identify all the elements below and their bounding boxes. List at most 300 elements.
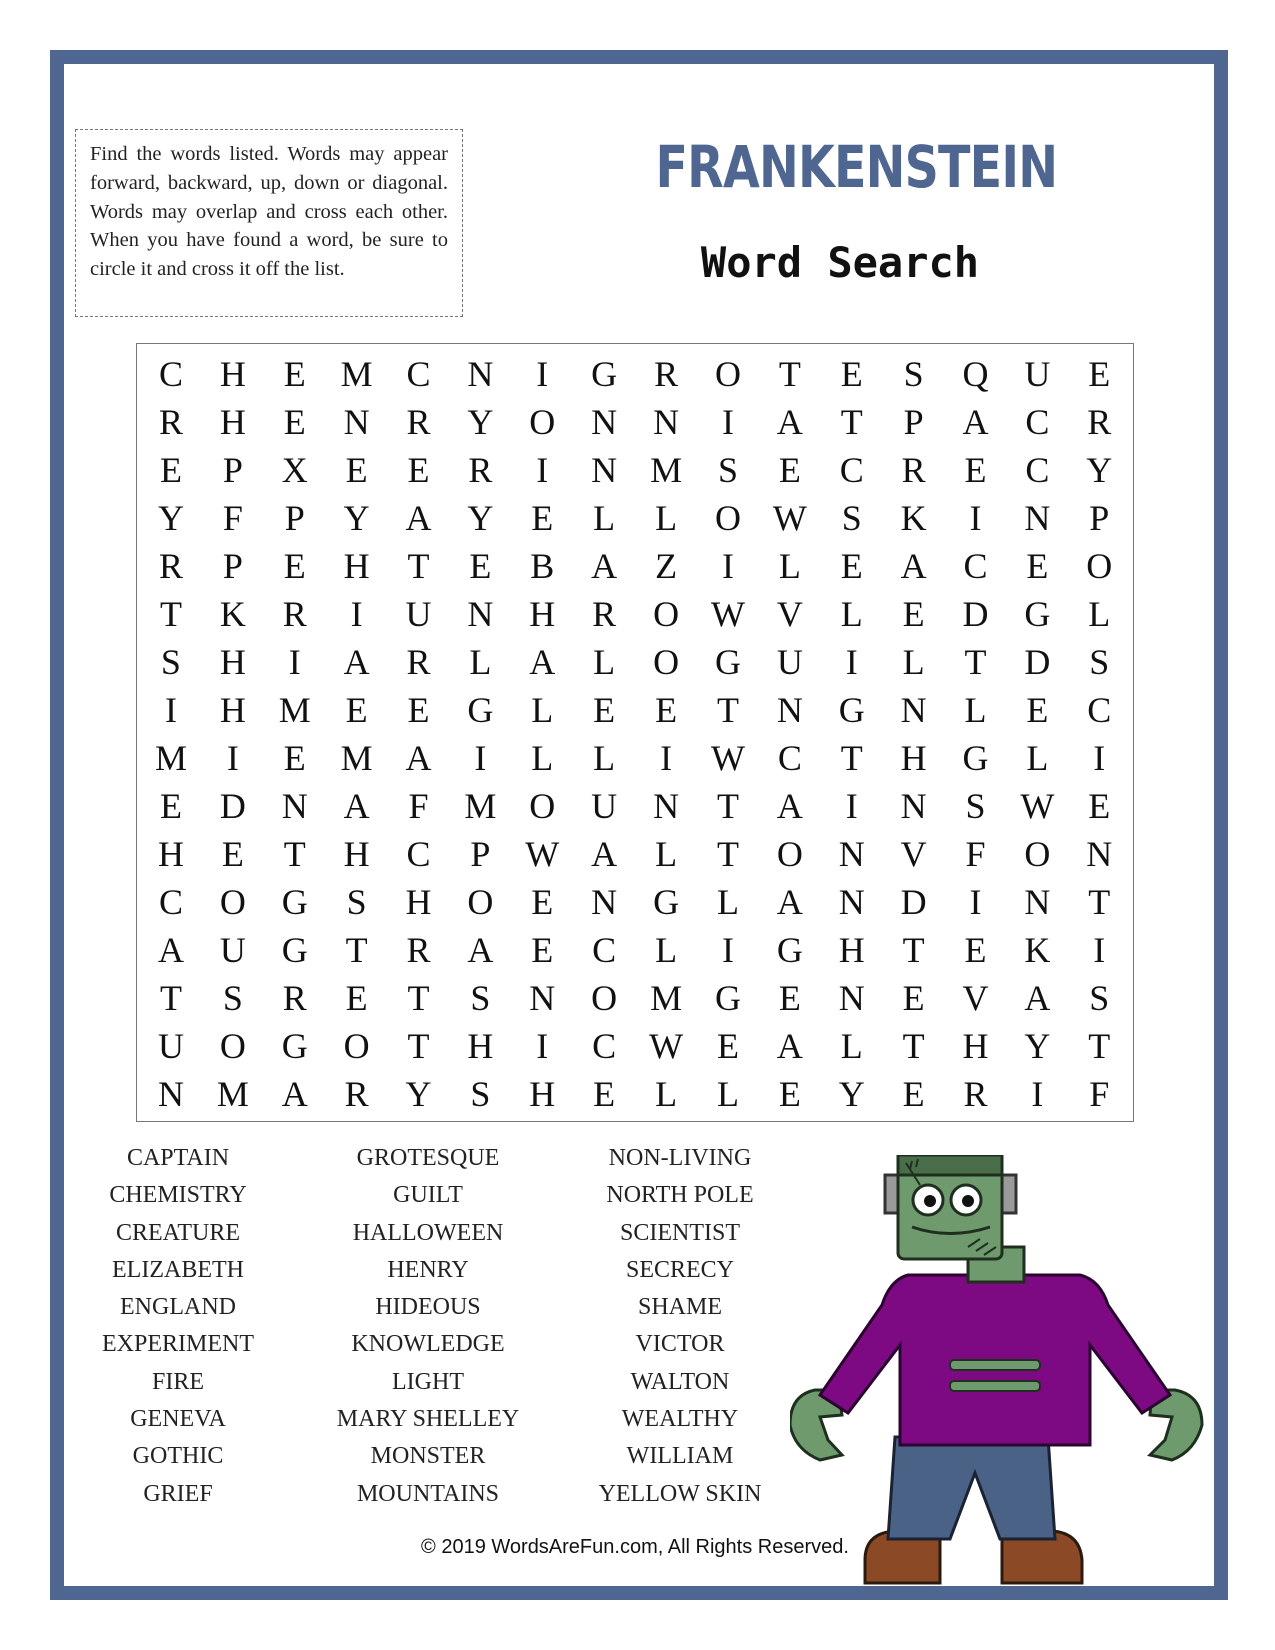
hair xyxy=(898,1155,1002,1175)
grid-letter: P xyxy=(222,546,243,586)
grid-letter: R xyxy=(282,978,307,1018)
grid-letter: H xyxy=(157,834,184,874)
grid-letter: V xyxy=(776,594,803,634)
grid-letter: N xyxy=(157,1074,184,1114)
grid-letter: W xyxy=(525,834,560,874)
grid-letter: H xyxy=(405,882,432,922)
grid-letter: E xyxy=(1026,690,1049,730)
grid-letter: E xyxy=(778,450,801,490)
grid-letter: I xyxy=(845,786,858,826)
grid-letter: S xyxy=(717,450,738,490)
word-list-item: FIRE xyxy=(151,1368,204,1395)
grid-letter: T xyxy=(964,642,987,682)
grid-letter: V xyxy=(900,834,927,874)
pants xyxy=(888,1437,1055,1539)
grid-letter: H xyxy=(219,642,246,682)
grid-letter: A xyxy=(900,546,927,586)
grid-letter: G xyxy=(714,978,741,1018)
grid-letter: L xyxy=(469,642,492,682)
grid-letter: E xyxy=(159,450,182,490)
grid-letter: L xyxy=(1088,594,1111,634)
grid-letter: A xyxy=(591,834,618,874)
word-list-item: GUILT xyxy=(393,1182,463,1209)
grid-letter: A xyxy=(776,786,803,826)
grid-letter: C xyxy=(406,834,431,874)
grid-letter: E xyxy=(593,1074,616,1114)
grid-letter: E xyxy=(407,450,430,490)
word-list-item: GRIEF xyxy=(143,1480,213,1507)
grid-letter: S xyxy=(470,1074,491,1114)
grid-letter: L xyxy=(840,1026,863,1066)
grid-letter: N xyxy=(281,786,308,826)
grid-letter: I xyxy=(164,690,177,730)
grid-letter: Y xyxy=(467,498,494,538)
grid-letter: N xyxy=(467,594,494,634)
grid-letter: U xyxy=(1024,354,1051,394)
grid-letter: M xyxy=(464,786,497,826)
grid-letter: O xyxy=(343,1026,370,1066)
grid-letter: G xyxy=(591,354,618,394)
instructions-box: Find the words listed. Words may appear forward, backward, up, down or diagonal. Words may overlap and cross each other. When you have found a word, be sure to circle it and cross it off the list. xyxy=(75,129,463,317)
grid-letter: S xyxy=(160,642,181,682)
word-list-item: GOTHIC xyxy=(132,1443,224,1470)
grid-letter: K xyxy=(219,594,246,634)
grid-letter: E xyxy=(345,978,368,1018)
grid-letter: O xyxy=(529,402,556,442)
grid-letter: O xyxy=(591,978,618,1018)
grid-letter: O xyxy=(653,642,680,682)
grid-letter: M xyxy=(650,450,683,490)
grid-letter: L xyxy=(531,738,554,778)
grid-letter: G xyxy=(962,738,989,778)
grid-letter: N xyxy=(1024,882,1051,922)
grid-letter: S xyxy=(346,882,367,922)
grid-letter: N xyxy=(591,402,618,442)
grid-letter: E xyxy=(778,1074,801,1114)
grid-letter: A xyxy=(776,402,803,442)
word-list-item: YELLOW SKIN xyxy=(598,1480,762,1507)
grid-letter: T xyxy=(902,930,925,970)
word-list-item: GENEVA xyxy=(130,1406,226,1433)
grid-letter: A xyxy=(962,402,989,442)
grid-letter: R xyxy=(1087,402,1112,442)
grid-letter: T xyxy=(716,786,739,826)
grid-letter: T xyxy=(283,834,306,874)
grid-letter: F xyxy=(965,834,986,874)
word-list-item: VICTOR xyxy=(635,1331,725,1358)
word-list-item: SHAME xyxy=(637,1294,722,1321)
grid-letter: C xyxy=(1025,402,1050,442)
grid-letter: E xyxy=(283,738,306,778)
grid-letter: E xyxy=(902,594,925,634)
word-list-item: GROTESQUE xyxy=(356,1145,500,1171)
word-list-item: WALTON xyxy=(630,1368,730,1395)
grid-letter: G xyxy=(714,642,741,682)
grid-letter: I xyxy=(721,546,734,586)
grid-letter: U xyxy=(405,594,432,634)
grid-letter: N xyxy=(467,354,494,394)
grid-letter: E xyxy=(283,546,306,586)
grid-letter: S xyxy=(903,354,924,394)
grid-letter: T xyxy=(407,546,430,586)
grid-letter: N xyxy=(591,882,618,922)
grid-letter: T xyxy=(716,690,739,730)
grid-letter: I xyxy=(350,594,363,634)
grid-letter: S xyxy=(470,978,491,1018)
grid-letter: Q xyxy=(962,354,989,394)
grid-letter: O xyxy=(776,834,803,874)
grid-letter: N xyxy=(776,690,803,730)
word-list-item: HIDEOUS xyxy=(375,1294,481,1321)
word-list-column-2 xyxy=(308,1140,548,1513)
word-list-item: SCIENTIST xyxy=(620,1219,740,1246)
grid-letter: T xyxy=(840,402,863,442)
grid-letter: Y xyxy=(405,1074,432,1114)
grid-letter: H xyxy=(838,930,865,970)
grid-letter: F xyxy=(1089,1074,1110,1114)
grid-letter: T xyxy=(1088,1026,1111,1066)
word-list-item: EXPERIMENT xyxy=(102,1331,254,1358)
word-list-item: ELIZABETH xyxy=(112,1256,244,1283)
grid-letter: U xyxy=(591,786,618,826)
grid-letter: L xyxy=(655,498,678,538)
grid-letter: E xyxy=(283,402,306,442)
grid-letter: I xyxy=(1031,1074,1044,1114)
grid-letter: O xyxy=(219,882,246,922)
grid-letter: E xyxy=(902,978,925,1018)
grid-letter: N xyxy=(838,978,865,1018)
grid-letter: H xyxy=(529,594,556,634)
grid-letter: N xyxy=(653,786,680,826)
grid-letter: P xyxy=(903,402,924,442)
grid-letter: E xyxy=(840,546,863,586)
grid-letter: P xyxy=(284,498,305,538)
grid-letter: N xyxy=(900,786,927,826)
grid-letter: O xyxy=(714,354,741,394)
grid-letter: S xyxy=(222,978,243,1018)
grid-letter: T xyxy=(159,978,182,1018)
grid-letter: E xyxy=(407,690,430,730)
grid-letter: A xyxy=(343,786,370,826)
grid-letter: T xyxy=(902,1026,925,1066)
grid-letter: M xyxy=(340,738,373,778)
grid-letter: V xyxy=(962,978,989,1018)
grid-letter: S xyxy=(841,498,862,538)
grid-letter: D xyxy=(900,882,927,922)
grid-letter: T xyxy=(840,738,863,778)
word-list-item: NON-LIVING xyxy=(608,1145,752,1171)
word-list-item: NORTH POLE xyxy=(606,1182,754,1209)
grid-letter: L xyxy=(964,690,987,730)
grid-letter: E xyxy=(778,978,801,1018)
grid-letter: I xyxy=(226,738,239,778)
grid-letter: I xyxy=(721,930,734,970)
grid-letter: E xyxy=(593,690,616,730)
grid-letter: D xyxy=(219,786,246,826)
grid-letter: O xyxy=(219,1026,246,1066)
grid-letter: O xyxy=(653,594,680,634)
grid-letter: R xyxy=(406,642,431,682)
grid-letter: M xyxy=(154,738,187,778)
grid-letter: A xyxy=(405,498,432,538)
grid-letter: I xyxy=(1093,930,1106,970)
grid-letter: A xyxy=(591,546,618,586)
grid-letter: E xyxy=(221,834,244,874)
grid-letter: E xyxy=(531,930,554,970)
grid-letter: G xyxy=(467,690,494,730)
grid-letter: E xyxy=(1088,354,1111,394)
grid-letter: H xyxy=(219,354,246,394)
grid-letter: R xyxy=(406,402,431,442)
word-list-item: MARY SHELLEY xyxy=(336,1406,520,1433)
grid-letter: L xyxy=(593,498,616,538)
grid-letter: I xyxy=(474,738,487,778)
grid-letter: K xyxy=(900,498,927,538)
word-list-item: CHEMISTRY xyxy=(109,1182,247,1209)
grid-letter: H xyxy=(900,738,927,778)
grid-letter: L xyxy=(1026,738,1049,778)
word-list-item: ENGLAND xyxy=(120,1294,236,1321)
grid-letter: K xyxy=(1024,930,1051,970)
grid-letter: Y xyxy=(157,498,184,538)
grid-letter: C xyxy=(1087,690,1112,730)
grid-letter: H xyxy=(467,1026,494,1066)
grid-letter: G xyxy=(776,930,803,970)
grid-letter: Z xyxy=(655,546,678,586)
grid-letter: A xyxy=(343,642,370,682)
page-title: FRANKENSTEIN xyxy=(655,133,1058,201)
grid-letter: I xyxy=(1093,738,1106,778)
grid-letter: L xyxy=(778,546,801,586)
grid-letter: L xyxy=(531,690,554,730)
grid-letter: A xyxy=(776,882,803,922)
grid-letter: A xyxy=(1024,978,1051,1018)
grid-letter: W xyxy=(710,594,745,634)
grid-letter: R xyxy=(158,546,183,586)
grid-letter: C xyxy=(158,882,183,922)
page-subtitle: Word Search xyxy=(700,238,980,287)
grid-letter: S xyxy=(1089,642,1110,682)
grid-letter: G xyxy=(653,882,680,922)
grid-letter: N xyxy=(900,690,927,730)
grid-letter: E xyxy=(840,354,863,394)
grid-letter: C xyxy=(406,354,431,394)
grid-letter: M xyxy=(650,978,683,1018)
copyright-notice: © 2019 WordsAreFun.com, All Rights Reserved. xyxy=(421,1536,849,1558)
grid-letter: M xyxy=(340,354,373,394)
grid-letter: T xyxy=(778,354,801,394)
grid-letter: C xyxy=(1025,450,1050,490)
grid-letter: I xyxy=(536,1026,549,1066)
grid-letter: N xyxy=(529,978,556,1018)
grid-letter: D xyxy=(962,594,989,634)
grid-letter: H xyxy=(219,402,246,442)
word-list-item: HALLOWEEN xyxy=(352,1219,504,1246)
grid-letter: G xyxy=(281,1026,308,1066)
word-search-grid xyxy=(140,350,1130,1118)
grid-letter: E xyxy=(964,450,987,490)
word-list-item: CREATURE xyxy=(115,1219,240,1246)
grid-letter: T xyxy=(345,930,368,970)
left-pupil xyxy=(924,1195,936,1207)
word-list-item: WEALTHY xyxy=(621,1406,739,1433)
grid-letter: W xyxy=(1020,786,1055,826)
grid-letter: G xyxy=(281,930,308,970)
grid-letter: E xyxy=(1026,546,1049,586)
grid-letter: E xyxy=(902,1074,925,1114)
word-list-item: MONSTER xyxy=(370,1443,486,1470)
grid-letter: I xyxy=(969,498,982,538)
grid-letter: B xyxy=(530,546,555,586)
grid-letter: H xyxy=(343,546,370,586)
grid-letter: E xyxy=(345,690,368,730)
grid-letter: T xyxy=(407,1026,430,1066)
grid-letter: L xyxy=(655,834,678,874)
grid-letter: I xyxy=(536,450,549,490)
grid-letter: W xyxy=(710,738,745,778)
shirt-stripe xyxy=(950,1381,1040,1391)
grid-letter: N xyxy=(343,402,370,442)
grid-letter: E xyxy=(655,690,678,730)
grid-letter: T xyxy=(159,594,182,634)
grid-letter: I xyxy=(660,738,673,778)
grid-letter: O xyxy=(529,786,556,826)
grid-letter: N xyxy=(838,882,865,922)
grid-letter: A xyxy=(405,738,432,778)
grid-letter: T xyxy=(407,978,430,1018)
grid-letter: C xyxy=(777,738,802,778)
grid-letter: I xyxy=(845,642,858,682)
grid-letter: E xyxy=(531,882,554,922)
grid-letter: W xyxy=(772,498,807,538)
grid-letter: L xyxy=(593,642,616,682)
grid-letter: I xyxy=(721,402,734,442)
grid-letter: Y xyxy=(343,498,370,538)
grid-letter: U xyxy=(776,642,803,682)
grid-letter: Y xyxy=(467,402,494,442)
grid-letter: F xyxy=(408,786,429,826)
grid-letter: E xyxy=(345,450,368,490)
grid-letter: G xyxy=(838,690,865,730)
grid-letter: U xyxy=(157,1026,184,1066)
grid-letter: A xyxy=(281,1074,308,1114)
grid-letter: I xyxy=(969,882,982,922)
grid-letter: L xyxy=(655,930,678,970)
grid-letter: D xyxy=(1024,642,1051,682)
grid-letter: G xyxy=(281,882,308,922)
word-list-column-3 xyxy=(560,1140,800,1513)
word-list-item: CAPTAIN xyxy=(126,1145,230,1171)
word-list-column-1 xyxy=(58,1140,298,1513)
grid-letter: L xyxy=(902,642,925,682)
grid-letter: L xyxy=(716,882,739,922)
grid-letter: E xyxy=(283,354,306,394)
right-pupil xyxy=(962,1195,974,1207)
grid-letter: R xyxy=(406,930,431,970)
grid-letter: Y xyxy=(1024,1026,1051,1066)
grid-letter: R xyxy=(468,450,493,490)
grid-letter: C xyxy=(839,450,864,490)
grid-letter: I xyxy=(536,354,549,394)
grid-letter: A xyxy=(467,930,494,970)
grid-letter: P xyxy=(470,834,491,874)
grid-letter: L xyxy=(593,738,616,778)
grid-letter: C xyxy=(963,546,988,586)
grid-letter: O xyxy=(714,498,741,538)
grid-letter: T xyxy=(716,834,739,874)
grid-letter: N xyxy=(653,402,680,442)
grid-letter: W xyxy=(649,1026,684,1066)
grid-letter: H xyxy=(962,1026,989,1066)
grid-letter: A xyxy=(157,930,184,970)
grid-letter: E xyxy=(716,1026,739,1066)
grid-letter: E xyxy=(159,786,182,826)
grid-letter: R xyxy=(592,594,617,634)
grid-letter: L xyxy=(840,594,863,634)
grid-letter: N xyxy=(838,834,865,874)
grid-letter: F xyxy=(222,498,243,538)
grid-letter: M xyxy=(216,1074,249,1114)
grid-letter: R xyxy=(344,1074,369,1114)
grid-letter: R xyxy=(963,1074,988,1114)
grid-letter: S xyxy=(965,786,986,826)
grid-letter: R xyxy=(901,450,926,490)
shirt-stripe xyxy=(950,1360,1040,1370)
grid-letter: P xyxy=(222,450,243,490)
grid-letter: U xyxy=(219,930,246,970)
grid-letter: E xyxy=(1088,786,1111,826)
grid-letter: L xyxy=(716,1074,739,1114)
grid-letter: E xyxy=(469,546,492,586)
grid-letter: R xyxy=(282,594,307,634)
frankenstein-monster-illustration xyxy=(790,1155,1210,1585)
grid-letter: I xyxy=(288,642,301,682)
grid-letter: N xyxy=(1024,498,1051,538)
grid-letter: A xyxy=(776,1026,803,1066)
grid-letter: H xyxy=(219,690,246,730)
grid-letter: N xyxy=(1086,834,1113,874)
grid-letter: L xyxy=(655,1074,678,1114)
grid-letter: N xyxy=(591,450,618,490)
grid-letter: O xyxy=(1086,546,1113,586)
grid-letter: Y xyxy=(1086,450,1113,490)
grid-letter: S xyxy=(1089,978,1110,1018)
grid-letter: R xyxy=(158,402,183,442)
grid-letter: C xyxy=(158,354,183,394)
grid-letter: O xyxy=(467,882,494,922)
grid-letter: A xyxy=(529,642,556,682)
word-list-item: KNOWLEDGE xyxy=(351,1331,505,1358)
grid-letter: H xyxy=(529,1074,556,1114)
grid-letter: O xyxy=(1024,834,1051,874)
grid-letter: Y xyxy=(838,1074,865,1114)
grid-letter: E xyxy=(964,930,987,970)
grid-letter: P xyxy=(1089,498,1110,538)
word-list-item: LIGHT xyxy=(392,1368,464,1395)
word-list-item: MOUNTAINS xyxy=(356,1480,500,1507)
grid-letter: R xyxy=(654,354,679,394)
word-list-item: SECRECY xyxy=(625,1256,735,1283)
grid-letter: C xyxy=(592,930,617,970)
grid-letter: E xyxy=(531,498,554,538)
word-list-item: WILLIAM xyxy=(626,1443,734,1470)
grid-letter: M xyxy=(278,690,311,730)
grid-letter: H xyxy=(343,834,370,874)
grid-letter: X xyxy=(281,450,308,490)
grid-letter: G xyxy=(1024,594,1051,634)
word-list-item: HENRY xyxy=(387,1256,469,1283)
grid-letter: T xyxy=(1088,882,1111,922)
